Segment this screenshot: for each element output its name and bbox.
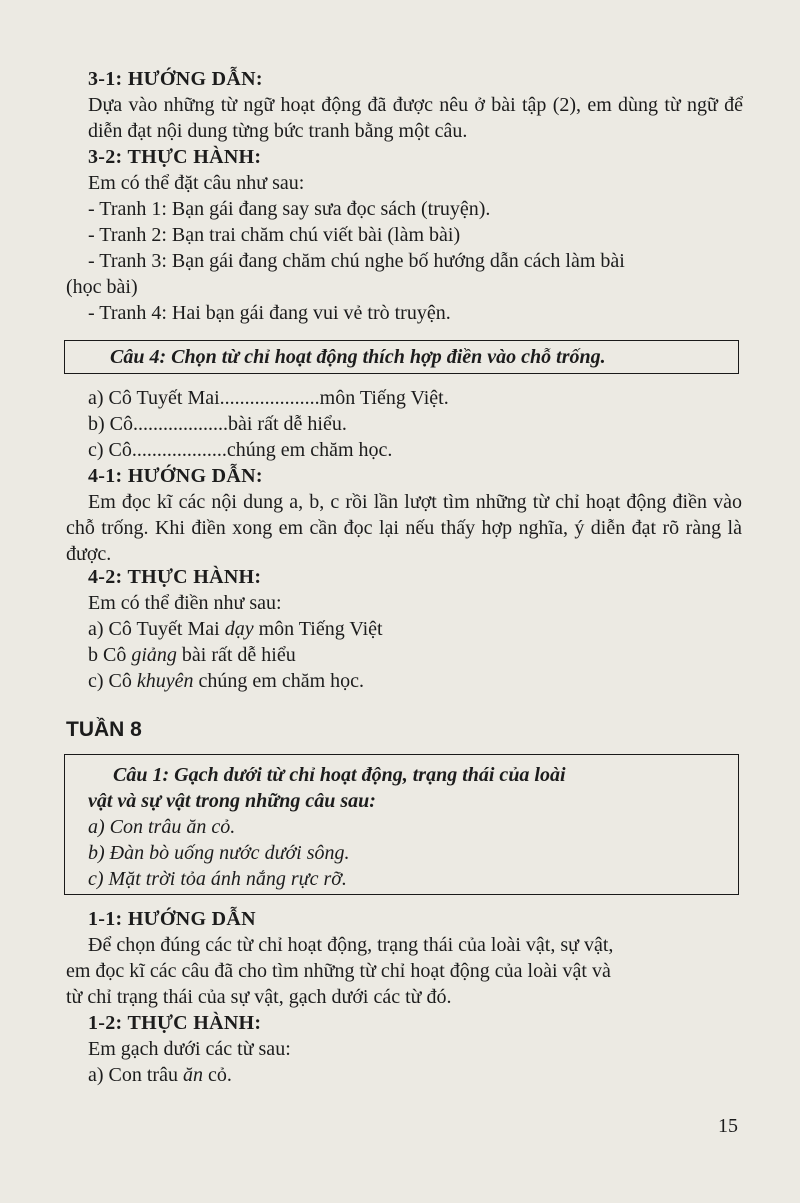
section-4-1-text: Em đọc kĩ các nội dung a, b, c rồi lần lượt tìm những từ chỉ hoạt động điền vào chỗ trống. Khi điền xong em cần đọc lại nếu thấy hợp nghĩa, ý diễn đạt rõ ràng là được. [66,491,742,565]
question-1-title-line1: Câu 1: Gạch dưới từ chỉ hoạt động, trạng thái của loài [113,764,566,786]
section-1-1-line: em đọc kĩ các câu đã cho tìm những từ chỉ hoạt động của loài vật và [66,960,611,982]
section-1-1-heading: 1-1: HƯỚNG DẪN [88,908,256,930]
answer-a [88,616,383,642]
section-1-2-answer-a-suffix: cỏ. [202,1064,232,1086]
section-3-1-heading: 3-1: HƯỚNG DẪN: [88,68,263,90]
answer-a-prefix: a) Cô Tuyết Mai [88,618,225,640]
list-item: - Tranh 3: Bạn gái đang chăm chú nghe bố hướng dẫn cách làm bài [88,250,625,272]
section-4-1-heading: 4-1: HƯỚNG DẪN: [88,465,263,487]
section-1-1-line: từ chỉ trạng thái của sự vật, gạch dưới các từ đó. [66,986,452,1008]
list-item-continuation: (học bài) [66,276,138,298]
answer-b-prefix: b Cô [88,644,132,666]
section-1-2-answer-a-prefix: a) Con trâu [88,1064,183,1086]
question-1-item: c) Mặt trời tỏa ánh nắng rực rỡ. [88,868,347,890]
answer-b [88,642,296,668]
section-4-2-intro: Em có thể điền như sau: [88,592,282,614]
question-1-item: b) Đàn bò uống nước dưới sông. [88,842,350,864]
section-1-2-intro: Em gạch dưới các từ sau: [88,1038,291,1060]
section-1-1-line: Để chọn đúng các từ chỉ hoạt động, trạng thái của loài vật, sự vật, [88,934,614,956]
question-4-item: c) Cô...................chúng em chăm học. [88,439,393,461]
answer-b-word: giảng [131,644,177,666]
answer-c-word: khuyên [136,670,194,692]
question-4-item: a) Cô Tuyết Mai....................môn Tiếng Việt. [88,387,449,409]
answer-a-suffix: môn Tiếng Việt [253,618,383,640]
section-4-2-heading: 4-2: THỰC HÀNH: [88,566,262,588]
list-item: - Tranh 4: Hai bạn gái đang vui vẻ trò truyện. [88,302,451,324]
section-3-2-heading: 3-2: THỰC HÀNH: [88,146,262,168]
page-number: 15 [718,1115,738,1137]
list-item: - Tranh 1: Bạn gái đang say sưa đọc sách (truyện). [88,198,491,220]
question-1-item: a) Con trâu ăn cỏ. [88,816,236,838]
answer-b-suffix: bài rất dễ hiểu [176,644,296,666]
question-1-title-line2: vật và sự vật trong những câu sau: [88,790,376,812]
week-heading: TUẦN 8 [66,718,142,741]
section-1-2-heading: 1-2: THỰC HÀNH: [88,1012,262,1034]
question-4-item: b) Cô...................bài rất dễ hiểu. [88,413,347,435]
section-3-1-text: Dựa vào những từ ngữ hoạt động đã được nêu ở bài tập (2), em dùng từ ngữ để diễn đạt nội dung từng bức tranh bằng một câu. [88,94,743,142]
section-1-2-answer-a [88,1062,232,1088]
answer-c [88,668,364,694]
answer-a-word: dạy [224,618,254,640]
answer-c-suffix: chúng em chăm học. [193,670,365,692]
list-item: - Tranh 2: Bạn trai chăm chú viết bài (làm bài) [88,224,461,246]
section-3-2-intro: Em có thể đặt câu như sau: [88,172,305,194]
question-4-title: Câu 4: Chọn từ chỉ hoạt động thích hợp điền vào chỗ trống. [110,346,606,368]
section-1-2-answer-a-word: ăn [182,1064,203,1086]
answer-c-prefix: c) Cô [88,670,137,692]
